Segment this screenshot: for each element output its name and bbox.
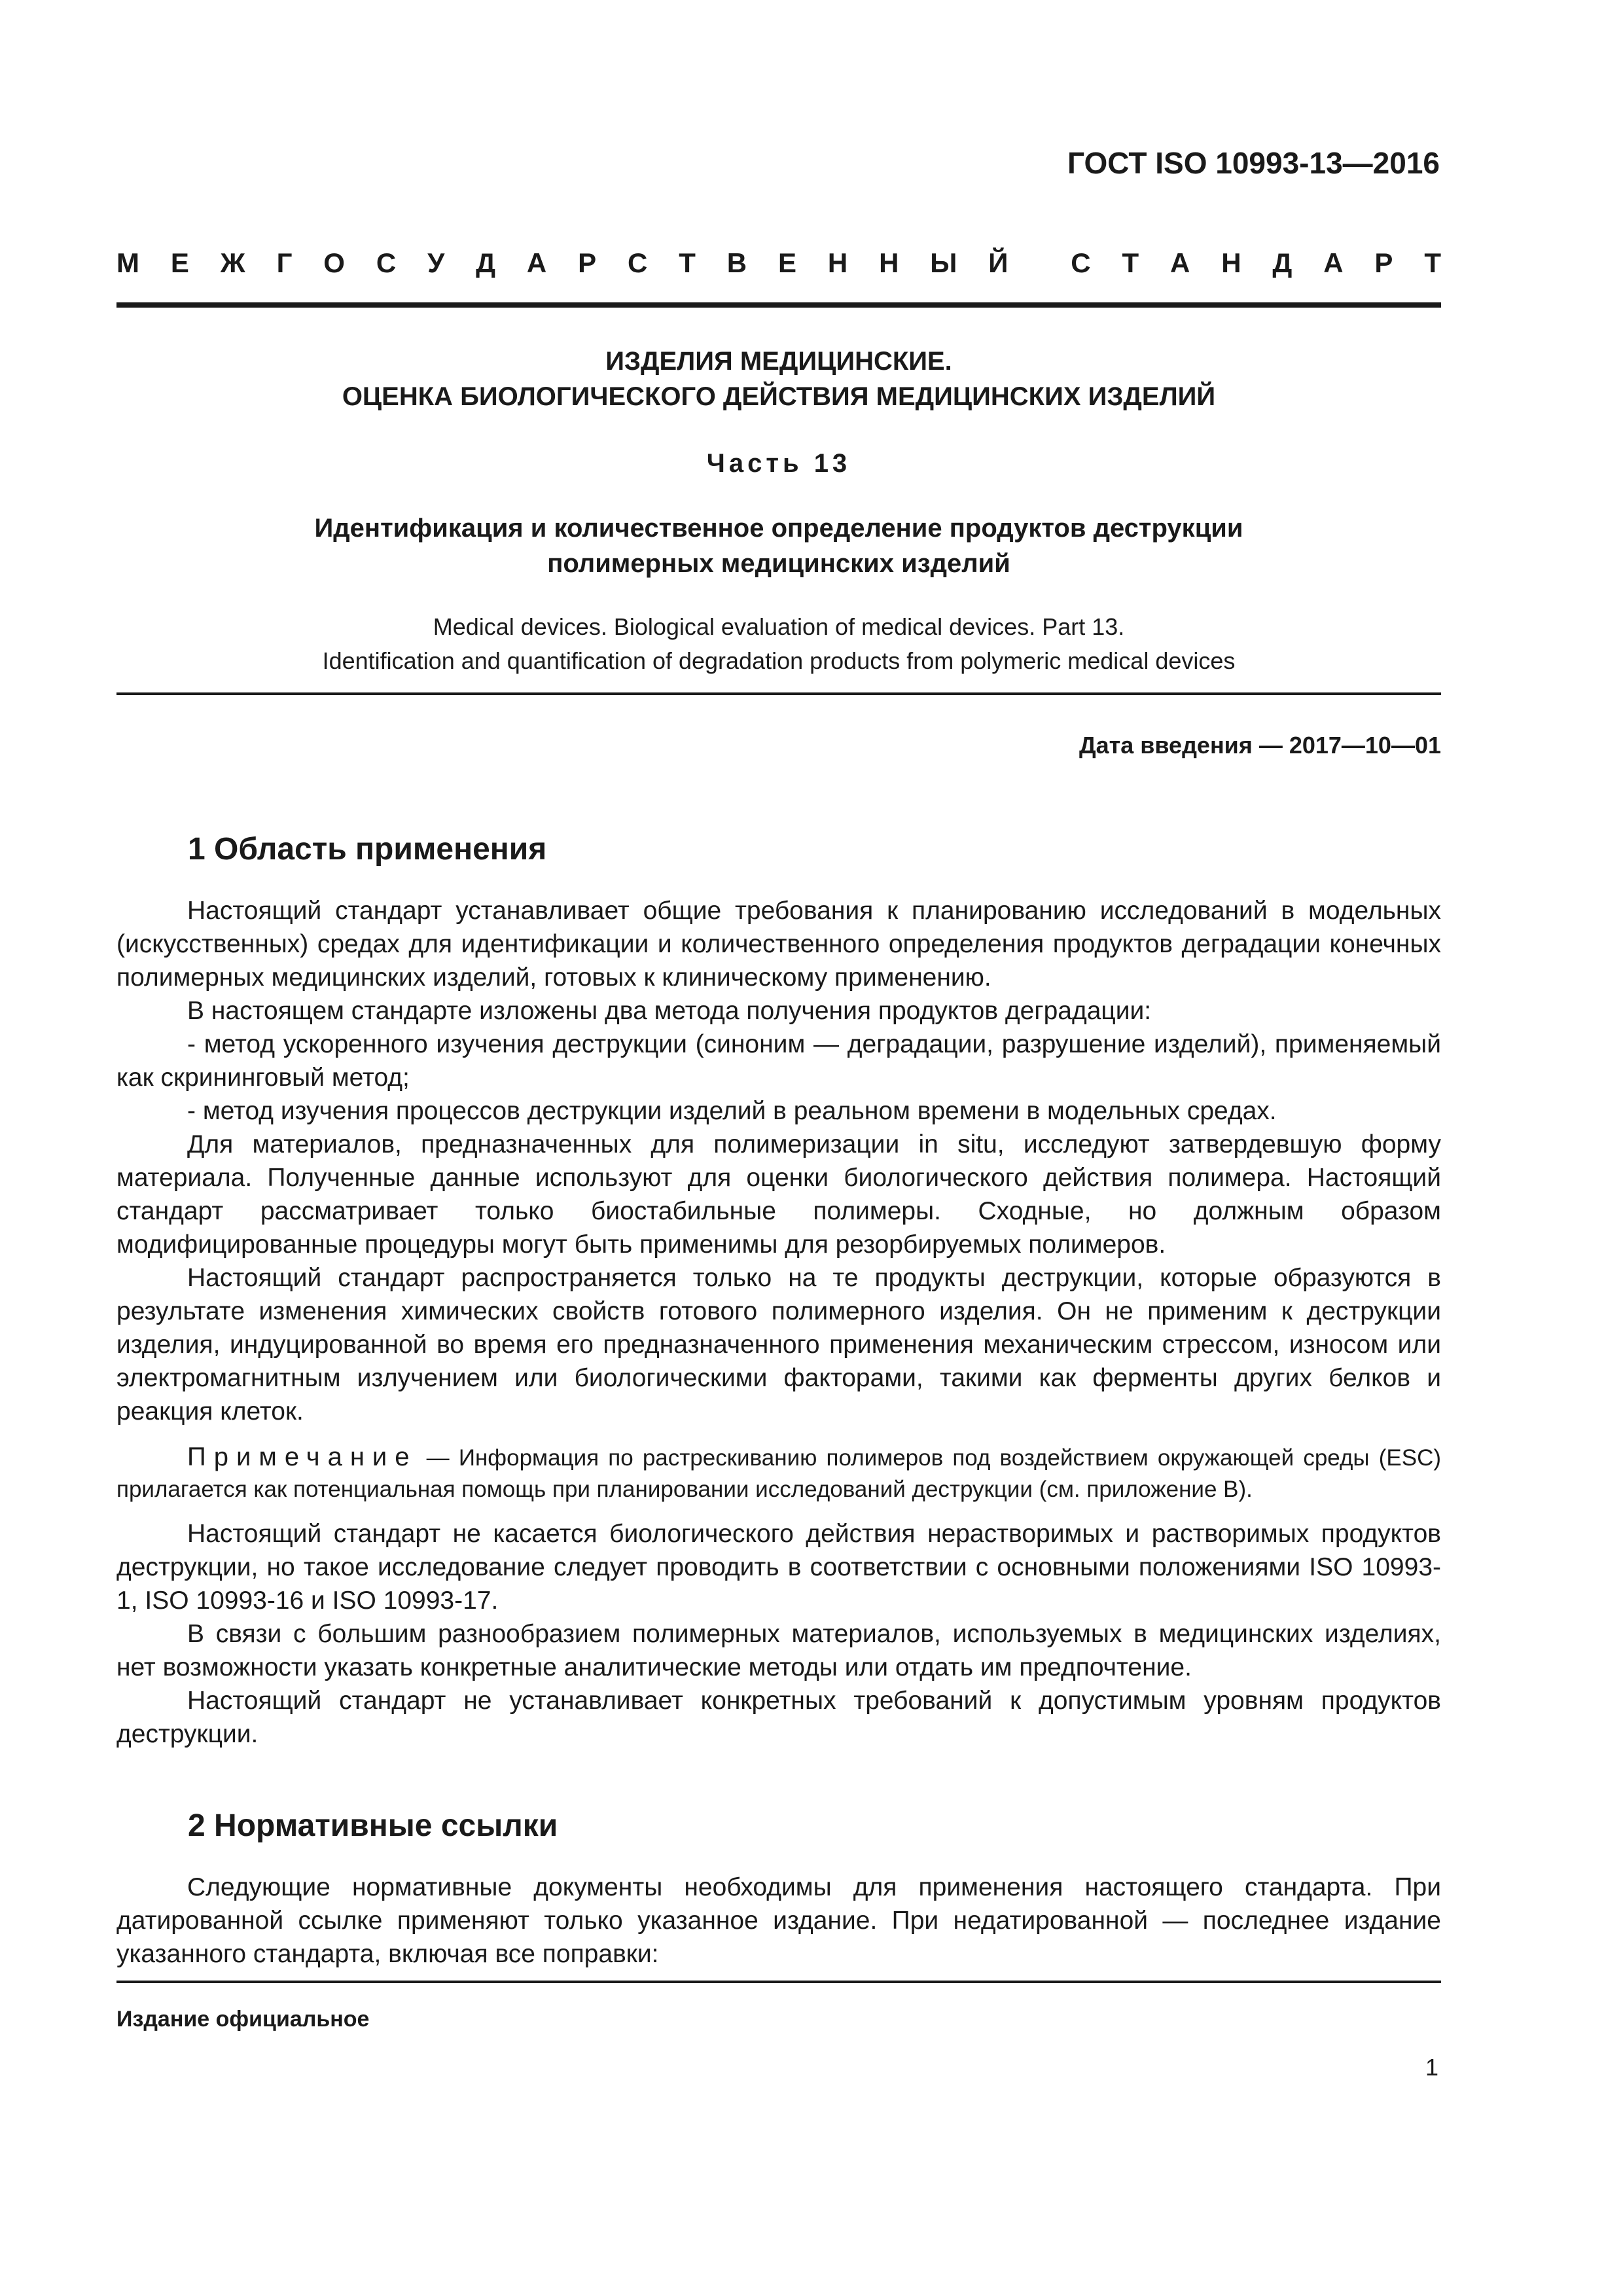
banner-letter: М xyxy=(116,247,139,278)
banner-letter: Д xyxy=(1272,247,1293,278)
note-text: — Информация по растрескиванию полимеров под воздействием окружающей среды (ESC) прилагается как потенциальная помощь при планировании исследований деструкции (см. приложение В). xyxy=(116,1445,1441,1502)
banner-letter: А xyxy=(1323,247,1344,278)
subtitle-line-2: полимерных медицинских изделий xyxy=(547,549,1010,578)
banner-letter: Ы xyxy=(930,247,957,278)
edition-label: Издание официальное xyxy=(116,2007,370,2032)
banner-letter: В xyxy=(726,247,747,278)
banner-letter: Г xyxy=(276,247,293,278)
section-1-heading: 1 Область применения xyxy=(188,832,547,867)
document-subtitle xyxy=(116,511,1441,581)
banner-letter: А xyxy=(1169,247,1190,278)
banner-letter: Ж xyxy=(220,247,245,278)
paragraph: Настоящий стандарт не касается биологического действия нерастворимых и растворимых продуктов деструкции, но такое исследование следует проводить в соответствии с основными положениями ISO 10993-1, ISO 10993-16 и ISO 10993-17. xyxy=(116,1520,1441,1615)
banner-letter: О xyxy=(323,247,345,278)
banner-letter: Е xyxy=(170,247,189,278)
banner-letter: У xyxy=(427,247,445,278)
paragraph: Настоящий стандарт не устанавливает конкретных требований к допустимым уровням продуктов деструкции. xyxy=(116,1687,1441,1748)
banner-letter: Е xyxy=(777,247,796,278)
list-item: - метод изучения процессов деструкции изделий в реальном времени в модельных средах. xyxy=(187,1097,1277,1125)
paragraph: В связи с большим разнообразием полимерных материалов, используемых в медицинских изделиях, нет возможности указать конкретные аналитические методы или отдать им предпочтение. xyxy=(116,1620,1441,1681)
section-2-body xyxy=(116,1871,1441,1971)
banner-letter: Д xyxy=(476,247,495,278)
banner-letter: Т xyxy=(679,247,696,278)
paragraph: Настоящий стандарт распространяется только на те продукты деструкции, которые образуются в результате изменения химических свойств готового полимерного изделия. Он не применим к деструкции изделия, индуцированной во время его предназначенного применения механическим стрессом, износом или электромагнитным излучением или биологическими факторами, такими как ферменты других белков и реакция клеток. xyxy=(116,1264,1441,1426)
section-2-heading: 2 Нормативные ссылки xyxy=(188,1808,558,1843)
banner-letter: С xyxy=(1071,247,1091,278)
banner-letter: Р xyxy=(578,247,597,278)
title-rule xyxy=(116,692,1441,695)
paragraph: Для материалов, предназначенных для полимеризации in situ, исследуют затвердевшую форму материала. Полученные данные используют для оценки биологического действия полимера. Настоящий стандарт рассматривает только биостабильные полимеры. Сходные, но должным образом модифицированные процедуры могут быть применимы для резорбируемых полимеров. xyxy=(116,1130,1441,1259)
subtitle-line-1: Идентификация и количественное определение продуктов деструкции xyxy=(314,514,1243,543)
banner-letter: Т xyxy=(1122,247,1139,278)
note-block xyxy=(116,1441,1441,1505)
list-item: - метод ускоренного изучения деструкции (синоним — деградации, разрушение изделий), применяемый как скрининговый метод; xyxy=(116,1030,1441,1092)
banner-letter: Й xyxy=(988,247,1008,278)
banner-letter: Н xyxy=(827,247,848,278)
banner-letter: Н xyxy=(879,247,899,278)
page-number: 1 xyxy=(1425,2054,1438,2081)
banner-letter: Р xyxy=(1374,247,1393,278)
title-line-2: ОЦЕНКА БИОЛОГИЧЕСКОГО ДЕЙСТВИЯ МЕДИЦИНСКИХ ИЗДЕЛИЙ xyxy=(342,382,1216,411)
banner-letter: Н xyxy=(1221,247,1241,278)
interstate-standard-banner xyxy=(116,247,1441,279)
english-title xyxy=(116,610,1441,678)
paragraph: Следующие нормативные документы необходимы для применения настоящего стандарта. При датированной ссылке применяют только указанное издание. При недатированной — последнее издание указанного стандарта, включая все поправки: xyxy=(116,1873,1441,1968)
english-title-line-2: Identification and quantification of degradation products from polymeric medical devices xyxy=(322,647,1236,674)
header-rule xyxy=(116,302,1441,308)
section-1-body xyxy=(116,894,1441,1428)
note-label: Примечание xyxy=(187,1443,418,1471)
banner-letter: Т xyxy=(1424,247,1441,278)
document-number: ГОСТ ISO 10993-13—2016 xyxy=(1067,146,1440,180)
english-title-line-1: Medical devices. Biological evaluation of medical devices. Part 13. xyxy=(433,613,1125,640)
paragraph: В настоящем стандарте изложены два метода получения продуктов деградации: xyxy=(187,997,1152,1025)
banner-letter: С xyxy=(376,247,397,278)
introduction-date: Дата введения — 2017—10—01 xyxy=(1079,732,1441,759)
banner-letter: С xyxy=(627,247,648,278)
document-title xyxy=(116,344,1441,414)
section-1-body-continued xyxy=(116,1517,1441,1751)
paragraph: Настоящий стандарт устанавливает общие требования к планированию исследований в модельных (искусственных) средах для идентификации и количественного определения продуктов деградации конечных полимерных медицинских изделий, готовых к клиническому применению. xyxy=(116,897,1441,992)
banner-letter: А xyxy=(526,247,547,278)
title-line-1: ИЗДЕЛИЯ МЕДИЦИНСКИЕ. xyxy=(605,347,952,376)
footer-rule xyxy=(116,1981,1441,1983)
part-number: Часть 13 xyxy=(706,449,851,478)
